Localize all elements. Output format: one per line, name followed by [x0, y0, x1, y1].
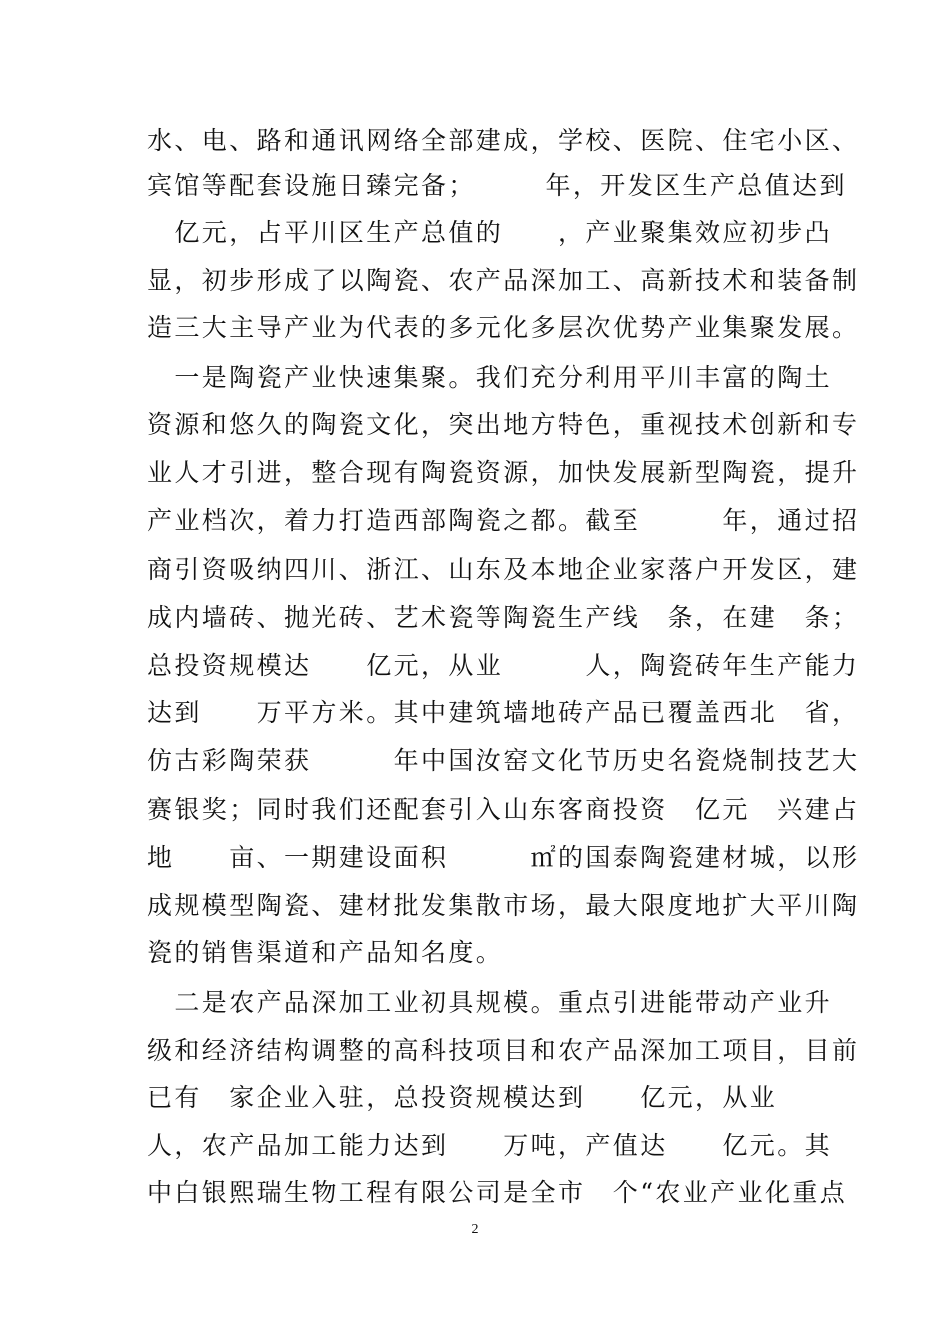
body-text-line: 已有 家企业入驻，总投资规模达到 亿元，从业	[147, 1083, 778, 1112]
body-text-line: 级和经济结构调整的高科技项目和农产品深加工项目，目前	[147, 1036, 860, 1065]
body-text-line: 宾馆等配套设施日臻完备； 年，开发区生产总值达到	[147, 171, 847, 200]
body-text-line: 业人才引进，整合现有陶瓷资源，加快发展新型陶瓷，提升	[147, 458, 860, 487]
body-text-line: 成规模型陶瓷、建材批发集散市场，最大限度地扩大平川陶	[147, 891, 860, 920]
body-text-line: 总投资规模达 亿元，从业 人，陶瓷砖年生产能力	[147, 651, 860, 680]
body-text-line: 显，初步形成了以陶瓷、农产品深加工、高新技术和装备制	[147, 266, 860, 295]
body-text-line: 仿古彩陶荣获 年中国汝窑文化节历史名瓷烧制技艺大	[147, 746, 860, 775]
body-text-line: 中白银熙瑞生物工程有限公司是全市 个“农业产业化重点	[147, 1178, 848, 1207]
body-text-line: 水、电、路和通讯网络全部建成，学校、医院、住宅小区、	[147, 126, 860, 155]
body-text-line: 亿元，占平川区生产总值的 ，产业聚集效应初步凸	[147, 218, 833, 247]
body-text-line: 瓷的销售渠道和产品知名度。	[147, 938, 504, 967]
body-text-line: 地 亩、一期建设面积 ㎡的国泰陶瓷建材城，以形	[147, 843, 860, 872]
body-text-line: 赛银奖；同时我们还配套引入山东客商投资 亿元 兴建占	[147, 795, 860, 824]
body-text-line: 人，农产品加工能力达到 万吨，产值达 亿元。其	[147, 1131, 833, 1160]
body-text-line: 资源和悠久的陶瓷文化，突出地方特色，重视技术创新和专	[147, 410, 860, 439]
body-text-line: 达到 万平方米。其中建筑墙地砖产品已覆盖西北 省，	[147, 698, 860, 727]
section-heading-line: 一是陶瓷产业快速集聚。我们充分利用平川丰富的陶土	[147, 363, 833, 392]
body-text-line: 成内墙砖、抛光砖、艺术瓷等陶瓷生产线 条，在建 条；	[147, 603, 860, 632]
page-number: 2	[471, 1222, 479, 1237]
body-text-line: 产业档次，着力打造西部陶瓷之都。截至 年，通过招	[147, 506, 860, 535]
section-heading-line: 二是农产品深加工业初具规模。重点引进能带动产业升	[147, 988, 833, 1017]
body-text-line: 商引资吸纳四川、浙江、山东及本地企业家落户开发区，建	[147, 555, 860, 584]
body-text-line: 造三大主导产业为代表的多元化多层次优势产业集聚发展。	[147, 313, 860, 342]
